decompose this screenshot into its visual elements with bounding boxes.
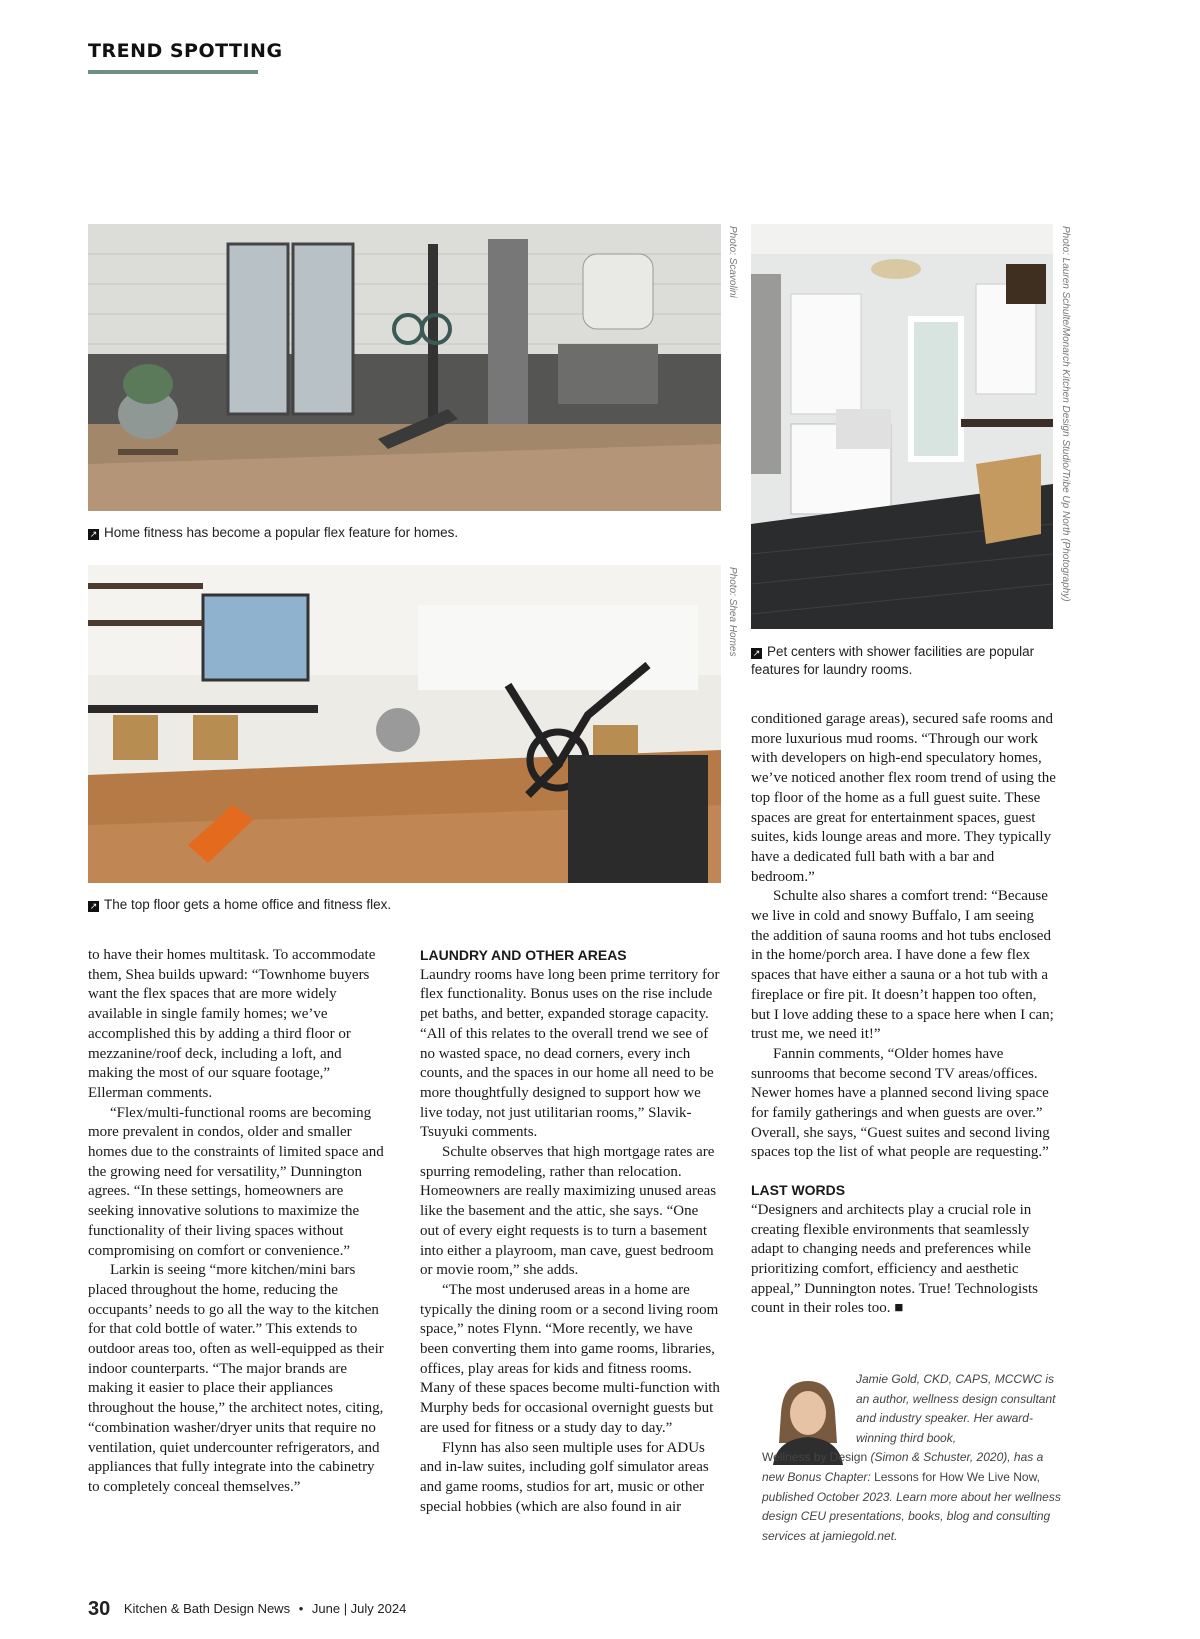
- bio-mid: (Simon & Schuster, 2020), has a new Bonus Chapter:: [762, 1450, 1044, 1484]
- section-title: TREND SPOTTING: [88, 40, 283, 62]
- article-column-1: [88, 946, 388, 1498]
- bio-book-title: Wellness by Design: [762, 1450, 868, 1465]
- paragraph: Larkin is seeing “more kitchen/mini bars placed throughout the home, reducing the occupants’ needs to go all the way to the kitchen for that cold bottle of water.” This extends to outdoor areas too, often as well-equipped as their indoor counterparts. “The major brands are making it easier to place their appliances throughout the house,” the architect notes, citing, “combination washer/dryer units that require no ventilation, quiet undercounter refrigerators, and appliances that fully integrate into the cabinetry to completely conceal themselves.”: [88, 1262, 384, 1495]
- paragraph: Flynn has also seen multiple uses for ADUs and in-law suites, including golf simulator areas and game rooms, studios for art, music or other special hobbies (which are also found in air: [420, 1439, 709, 1515]
- page-number: 30: [88, 1598, 111, 1620]
- bio-tail: published October 2023. Learn more about her wellness design CEU presentations, books, blog and consulting services at jamiegold.net.: [762, 1489, 1061, 1543]
- subheading-laundry: LAUNDRY AND OTHER AREAS: [420, 947, 627, 963]
- paragraph: Fannin comments, “Older homes have sunrooms that become second TV areas/offices. Newer homes have a planned second living space for family gatherings and when guests are over.” Overall, she says, “Guest suites and second living spaces top the list of what people are requesting.”: [751, 1045, 1050, 1161]
- caption-arrow-icon: ↗: [89, 529, 98, 539]
- paragraph: “The most underused areas in a home are typically the dining room or a second living room space,” notes Flynn. “More recently, we have been converting them into game rooms, libraries, offices, play areas for kids and fitness rooms. Many of these spaces become multi-function with Murphy beds for occasional overnight guests but are used for fitness or a study day to day.”: [420, 1281, 720, 1436]
- caption-top-floor: ↗ The top floor gets a home office and fitness flex.: [89, 897, 392, 912]
- page-footer: [88, 1598, 406, 1621]
- publication-name: Kitchen & Bath Design News: [123, 1601, 291, 1616]
- article-column-3: [751, 710, 1056, 1319]
- issue-date: June | July 2024: [311, 1601, 407, 1616]
- paragraph: to have their homes multitask. To accommodate them, Shea builds upward: “Townhome buyers want the flex spaces that are more widely available in single family homes; we’ve accomplished this by adding a third floor or mezzanine/roof deck, including a loft, and making the most of our square footage,” Ellerman comments.: [88, 947, 376, 1101]
- caption-home-fitness: ↗ Home fitness has become a popular flex feature for homes.: [89, 525, 459, 540]
- paragraph: “Flex/multi-functional rooms are becoming more prevalent in condos, older and smaller homes due to the constraints of limited space and the growing need for versatility,” Dunnington agrees. “In these settings, homeowners are seeking innovative solutions to maximize the functionality of their living spaces without compromising on comfort or convenience.”: [88, 1104, 384, 1259]
- photo-laundry-room: [751, 224, 1053, 629]
- paragraph: Schulte also shares a comfort trend: “Because we live in cold and snowy Buffalo, I am seeing the addition of sauna rooms and hot tubs enclosed in the home/porch area. I have done a few flex spaces that have either a sauna or a hot tub with a fireplace or fire pit. It doesn’t happen too often, but I love adding these to a space here when I can; trust me, we need it!”: [751, 888, 1054, 1043]
- caption-arrow-icon: ↗: [752, 648, 761, 658]
- photo-credit-shea: Photo: Shea Homes: [727, 567, 738, 657]
- paragraph: “Designers and architects play a crucial role in creating flexible environments that seamlessly adapt to changing needs and preferences while prioritizing comfort, efficiency and aesthetic appeal,” Dunnington notes. True! Technologists count in their roles too. ■: [751, 1201, 1038, 1317]
- photo-credit-fitness: Photo: Scavolini: [727, 226, 738, 298]
- subheading-last-words: LAST WORDS: [751, 1182, 846, 1199]
- photo-home-fitness: [88, 224, 721, 511]
- caption-arrow-icon: ↗: [89, 901, 98, 911]
- photo-top-floor: [88, 565, 721, 883]
- photo-credit-laundry: Photo: Lauren Schulte/Monarch Kitchen Design Studio/Tribe Up North (Photography): [1060, 226, 1071, 602]
- author-bio: [762, 1370, 1067, 1546]
- footer-separator: •: [298, 1601, 304, 1616]
- bio-lead: Jamie Gold, CKD, CAPS, MCCWC is an author, wellness design consultant and industry speaker. Her award-winning third book,: [856, 1372, 1056, 1445]
- paragraph: conditioned garage areas), secured safe rooms and more luxurious mud rooms. “Through our work with developers on high-end speculatory homes, we’ve noticed another flex room trend of using the top floor of the home as a full guest suite. These spaces are great for entertainment spaces, guest suites, kids lounge areas and more. They typically have a dedicated full bath with a bar and bedroom.”: [751, 711, 1056, 885]
- caption-laundry: ↗ Pet centers with shower facilities are popular features for laundry rooms.: [751, 644, 1035, 677]
- article-column-2: [420, 946, 720, 1517]
- paragraph: Laundry rooms have long been prime territory for flex functionality. Bonus uses on the rise include pet baths, and better, expanded storage capacity. “All of this relates to the overall trend we see of no wasted space, no dead corners, every inch counts, and the spaces in our home all need to be more thoughtfully designed to support how we live today, not just utilitarian rooms,” Slavik-Tsuyuki comments.: [420, 966, 720, 1141]
- paragraph: Schulte observes that high mortgage rates are spurring remodeling, rather than relocation. Homeowners are really maximizing unused areas like the basement and the attic, she says. “One out of every eight requests is to turn a basement into either a playroom, man cave, guest bedroom or movie room,” she adds.: [420, 1144, 717, 1279]
- section-rule: [88, 70, 258, 74]
- bio-chapter-title: Lessons for How We Live Now,: [874, 1469, 1040, 1484]
